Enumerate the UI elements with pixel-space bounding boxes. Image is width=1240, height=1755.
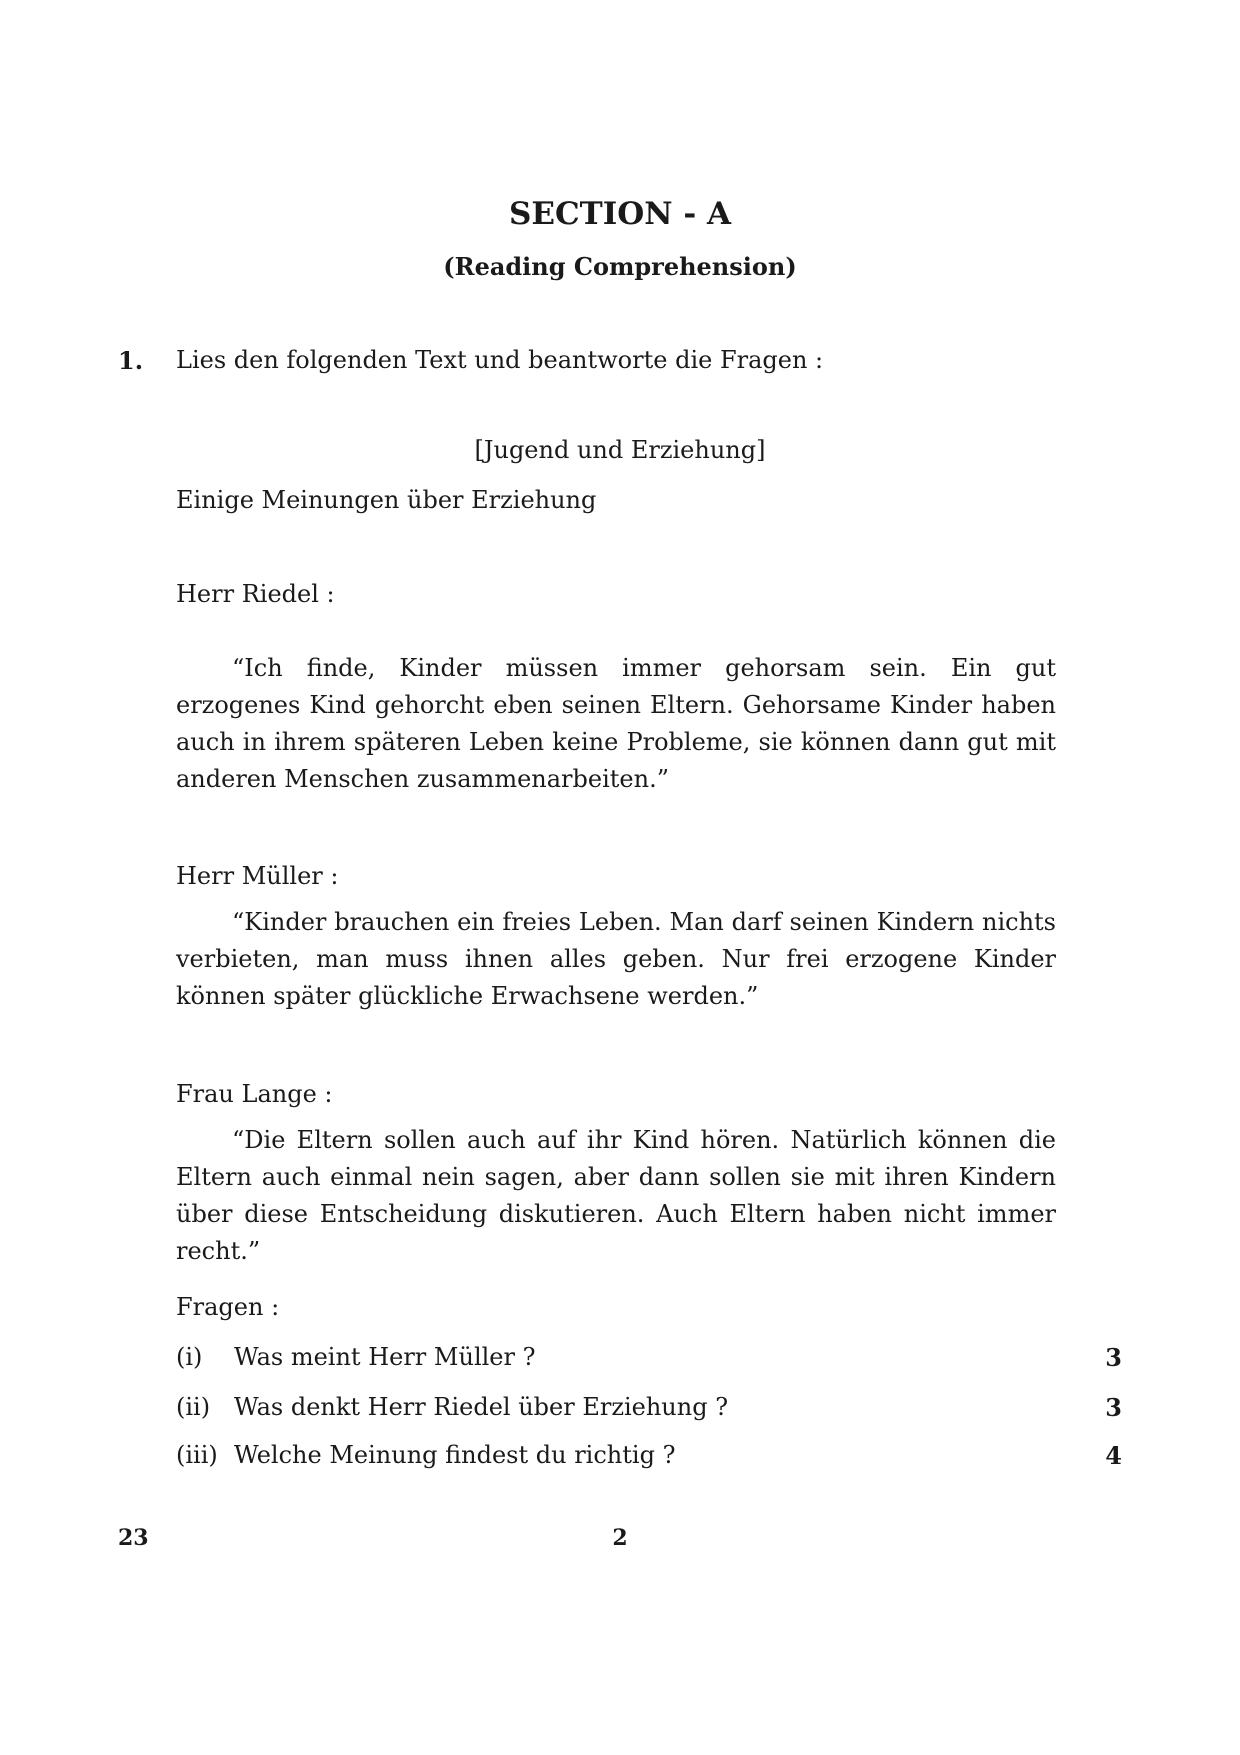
quote-riedel: “Ich finde, Kinder müssen immer gehorsam sein. Ein gut erzogenes Kind gehorcht eben seinen Eltern. Gehorsame Kinder haben auch in ihrem späteren Leben keine Probleme, sie können dann gut mit anderen Menschen zusammenarbeiten.” [176,654,1056,793]
questions-label: Fragen : [176,1293,280,1321]
question-instruction: Lies den folgenden Text und beantworte die Fragen : [176,346,824,374]
subquestion-marks: 3 [1105,1393,1122,1422]
subquestion-number: (i) [176,1343,203,1371]
subquestion-text: Was meint Herr Müller ? [234,1343,536,1371]
quote-lange: “Die Eltern sollen auch auf ihr Kind hören. Natürlich können die Eltern auch einmal nein sagen, aber dann sollen sie mit ihren Kindern über diese Entscheidung diskutieren. Auch Eltern haben nicht immer recht.” [176,1126,1056,1265]
subquestion-marks: 3 [1105,1343,1122,1372]
subquestion-number: (iii) [176,1441,218,1469]
subquestion-number: (ii) [176,1393,211,1421]
speaker-riedel: Herr Riedel : [176,580,335,608]
subquestion-row [176,1441,1122,1471]
subquestion-marks: 4 [1105,1441,1122,1470]
paper-code: 23 [118,1525,149,1551]
subquestion-row [176,1393,1122,1423]
speaker-mueller: Herr Müller : [176,862,339,890]
question-number: 1. [118,346,144,375]
subquestion-text: Welche Meinung findest du richtig ? [234,1441,676,1469]
text-title: [Jugend und Erziehung] [474,436,766,464]
speaker-lange: Frau Lange : [176,1080,333,1108]
subquestion-row [176,1343,1122,1373]
quote-mueller: “Kinder brauchen ein freies Leben. Man darf seinen Kindern nichts verbieten, man muss ihnen alles geben. Nur frei erzogene Kinder können später glückliche Erwachsene werden.” [176,908,1056,1010]
section-title: SECTION - A [508,196,732,232]
subquestion-text: Was denkt Herr Riedel über Erziehung ? [234,1393,729,1421]
section-subtitle: (Reading Comprehension) [443,252,797,281]
page-number: 2 [612,1525,628,1551]
text-intro: Einige Meinungen über Erziehung [176,486,597,514]
